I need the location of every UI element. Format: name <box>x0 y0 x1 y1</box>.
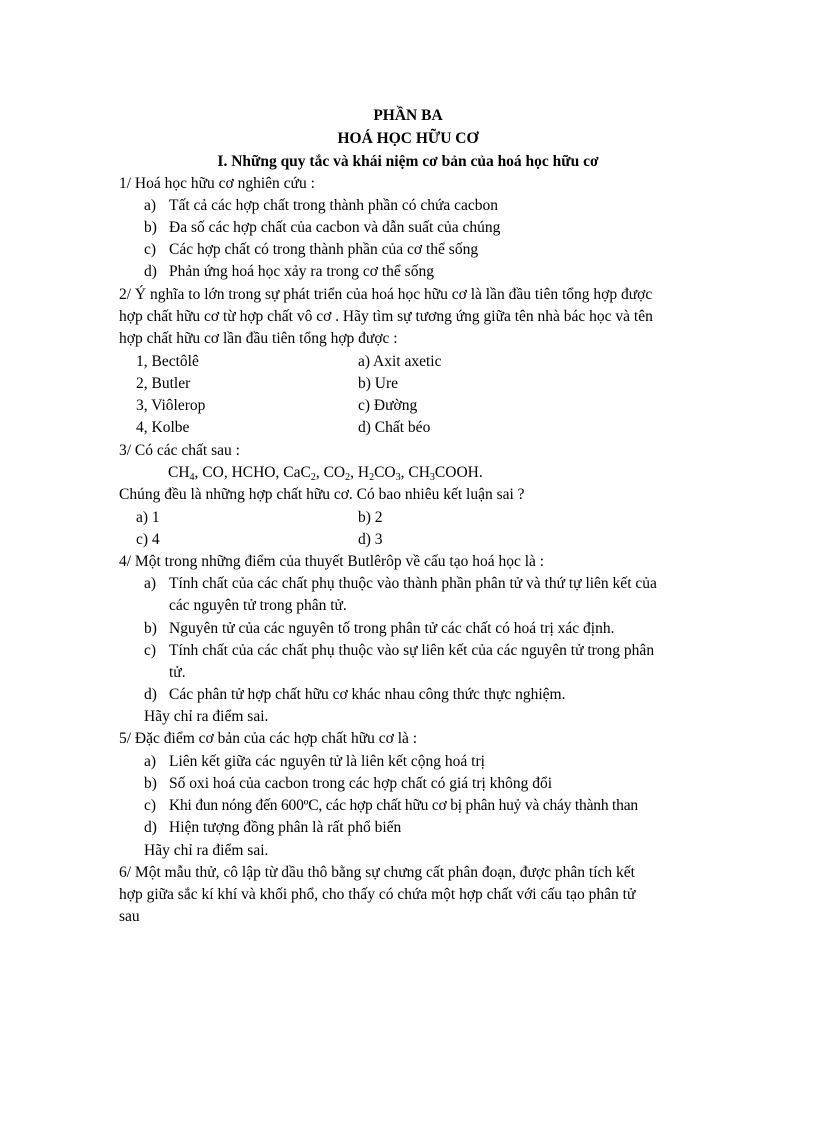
q1-option-d: Phản ứng hoá học xảy ra trong cơ thể sống <box>169 263 434 280</box>
q4-option-c-line1: Tính chất của các chất phụ thuộc vào sự liên kết của các nguyên tử trong phân <box>169 642 655 659</box>
q1-option-b: Đa số các hợp chất của cacbon và dẫn suất của chúng <box>169 219 501 236</box>
q5-instruction: Hãy chỉ ra điểm sai. <box>144 842 269 859</box>
q4-option-c-label: c) <box>144 642 157 659</box>
q2-stem-line2: hợp chất hữu cơ từ hợp chất vô cơ . Hãy tìm sự tương ứng giữa tên nhà bác học và tên <box>119 308 653 325</box>
q5-option-c-label: c) <box>144 797 157 814</box>
q2-scientist-1: 1, Bectôlê <box>136 353 199 370</box>
q6-stem-line1: 6/ Một mẫu thử, cô lập từ dầu thô bằng sự chưng cất phân đoạn, được phân tích kết <box>119 864 635 881</box>
q3-answer-d: d) 3 <box>358 531 383 548</box>
q1-option-a-label: a) <box>144 197 157 214</box>
q2-compound-d: d) Chất béo <box>358 419 431 436</box>
q4-option-c-line2: tử. <box>169 664 186 681</box>
q3-question: Chúng đều là những hợp chất hữu cơ. Có bao nhiêu kết luận sai ? <box>119 486 525 503</box>
q4-option-a-label: a) <box>144 575 157 592</box>
q3-answer-c: c) 4 <box>136 531 160 548</box>
q2-stem-line1: 2/ Ý nghĩa to lớn trong sự phát triển của hoá học hữu cơ là lần đầu tiên tổng hợp được <box>119 286 653 303</box>
q6-stem-line3: sau <box>119 908 140 925</box>
q5-option-a: Liên kết giữa các nguyên tử là liên kết cộng hoá trị <box>169 753 485 770</box>
q5-option-d-label: d) <box>144 819 157 836</box>
q3-stem: 3/ Có các chất sau : <box>119 442 240 459</box>
formula-h2co3: , $H_2CO_3$ <box>350 464 401 483</box>
formula-co-hcho-cac2: , CO, HCHO, CaC$_2$ <box>194 464 316 483</box>
chapter-title: HOÁ HỌC HỮU CƠ <box>337 130 479 147</box>
q2-compound-a: a) Axit axetic <box>358 353 442 370</box>
q5-option-b: Số oxi hoá của cacbon trong các hợp chất có giá trị không đổi <box>169 775 553 792</box>
q4-option-d: Các phân tử hợp chất hữu cơ khác nhau công thức thực nghiệm. <box>169 686 566 703</box>
q5-option-a-label: a) <box>144 753 157 770</box>
q5-option-d: Hiện tượng đồng phân là rất phổ biến <box>169 819 402 836</box>
formula-ch3cooh: , $CH_3COOH$. <box>400 464 483 483</box>
q1-option-c-label: c) <box>144 241 157 258</box>
section-title: I. Những quy tắc và khái niệm cơ bản của hoá học hữu cơ <box>217 153 599 170</box>
q2-scientist-4: 4, Kolbe <box>136 419 190 436</box>
q5-option-c: Khi đun nóng đến 600ºC, các hợp chất hữu cơ bị phân huỷ và cháy thành than <box>169 797 638 814</box>
q1-option-b-label: b) <box>144 219 157 236</box>
q4-option-b: Nguyên tử của các nguyên tố trong phân tử các chất có hoá trị xác định. <box>169 620 615 637</box>
formula-ch4: $CH_4$ <box>168 464 195 483</box>
q2-compound-b: b) Ure <box>358 375 399 392</box>
formula-co2: , $CO_2$ <box>315 464 351 483</box>
part-heading: PHẦN BA <box>373 107 443 124</box>
q3-answer-a: a) 1 <box>136 509 160 526</box>
q5-stem: 5/ Đặc điểm cơ bản của các hợp chất hữu cơ là : <box>119 730 418 747</box>
q1-option-a: Tất cả các hợp chất trong thành phần có chứa cacbon <box>169 197 499 214</box>
q4-option-d-label: d) <box>144 686 157 703</box>
q2-scientist-2: 2, Butler <box>136 375 191 392</box>
q3-answer-b: b) 2 <box>358 509 383 526</box>
q2-stem-line3: hợp chất hữu cơ lần đầu tiên tổng hợp được : <box>119 330 398 347</box>
q1-stem: 1/ Hoá học hữu cơ nghiên cứu : <box>119 175 315 192</box>
q4-option-a-line1: Tính chất của các chất phụ thuộc vào thành phần phân tử và thứ tự liên kết của <box>169 575 657 592</box>
q5-option-b-label: b) <box>144 775 157 792</box>
q2-compound-c: c) Đường <box>358 397 418 414</box>
q2-scientist-3: 3, Viôlerop <box>136 397 206 414</box>
q4-stem: 4/ Một trong những điểm của thuyết Butlêrôp về cấu tạo hoá học là : <box>119 553 545 570</box>
q1-option-c: Các hợp chất có trong thành phần của cơ thể sống <box>169 241 479 258</box>
q4-option-b-label: b) <box>144 620 157 637</box>
q6-stem-line2: hợp giữa sắc kí khí và khối phổ, cho thấy có chứa một hợp chất với cấu tạo phân tử <box>119 886 636 903</box>
q4-instruction: Hãy chỉ ra điểm sai. <box>144 708 269 725</box>
q1-option-d-label: d) <box>144 263 157 280</box>
q3-formula-list <box>168 465 483 481</box>
q4-option-a-line2: các nguyên tử trong phân tử. <box>169 597 347 614</box>
